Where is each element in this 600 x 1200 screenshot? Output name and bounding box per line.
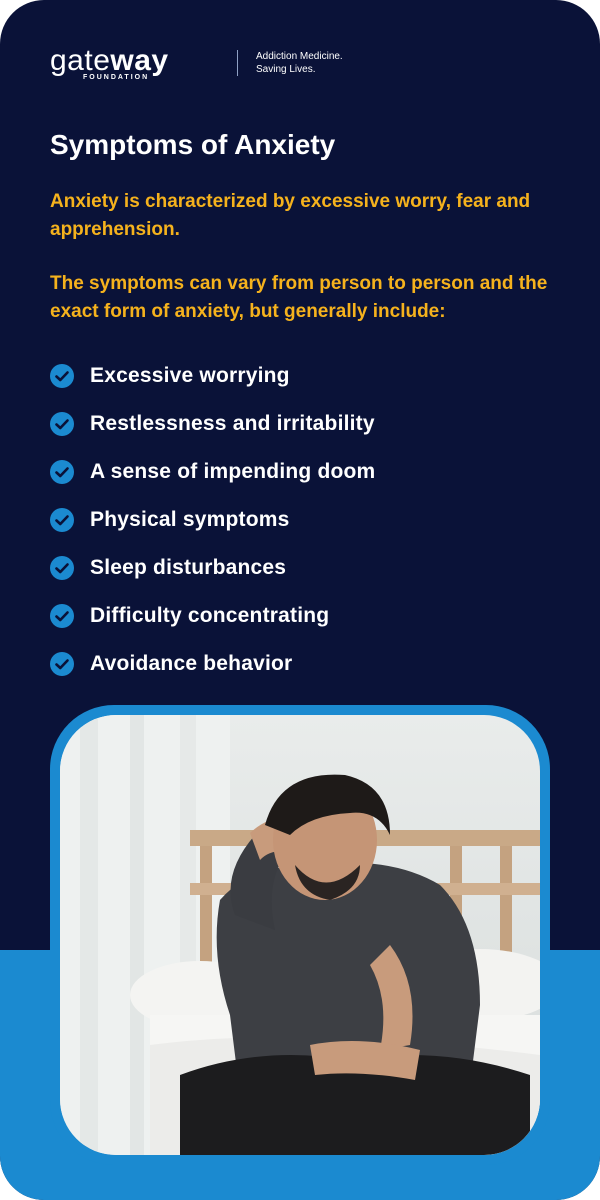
symptom-label: Sleep disturbances: [90, 556, 287, 579]
logo-tagline: [256, 50, 343, 76]
symptom-label: Avoidance behavior: [90, 652, 293, 675]
symptom-label: Difficulty concentrating: [90, 604, 330, 627]
check-circle-icon: [50, 652, 74, 676]
logo-foundation-text: FOUNDATION: [83, 74, 150, 81]
logo-word-bold: way: [110, 44, 169, 77]
list-item: [50, 448, 375, 496]
logo-wordmark: [50, 44, 169, 78]
symptom-label: Excessive worrying: [90, 364, 290, 387]
intro-paragraph-1: Anxiety is characterized by excessive worry, fear and apprehension.: [50, 191, 531, 240]
check-circle-icon: [50, 604, 74, 628]
tagline-line-1: Addiction Medicine.: [256, 51, 343, 62]
logo-word-light: gate: [50, 44, 111, 77]
symptom-label: Restlessness and irritability: [90, 412, 375, 435]
photo-illustration: [60, 715, 540, 1155]
intro-paragraph-2: The symptoms can vary from person to person and the exact form of anxiety, but generally include:: [50, 273, 548, 322]
symptom-label: Physical symptoms: [90, 508, 290, 531]
list-item: [50, 496, 375, 544]
list-item: [50, 352, 375, 400]
list-item: [50, 400, 375, 448]
tagline-line-2: Saving Lives.: [256, 64, 316, 75]
logo-divider: [237, 50, 238, 76]
symptom-list: [50, 352, 375, 688]
check-circle-icon: [50, 460, 74, 484]
check-circle-icon: [50, 364, 74, 388]
photo-frame: [50, 705, 550, 1165]
symptom-label: A sense of impending doom: [90, 460, 376, 483]
list-item: [50, 592, 375, 640]
list-item: [50, 640, 375, 688]
brand-logo: [50, 44, 370, 86]
check-circle-icon: [50, 412, 74, 436]
check-circle-icon: [50, 556, 74, 580]
list-item: [50, 544, 375, 592]
check-circle-icon: [50, 508, 74, 532]
page-title: Symptoms of Anxiety: [50, 129, 336, 160]
anxious-man-photo: [60, 715, 540, 1155]
